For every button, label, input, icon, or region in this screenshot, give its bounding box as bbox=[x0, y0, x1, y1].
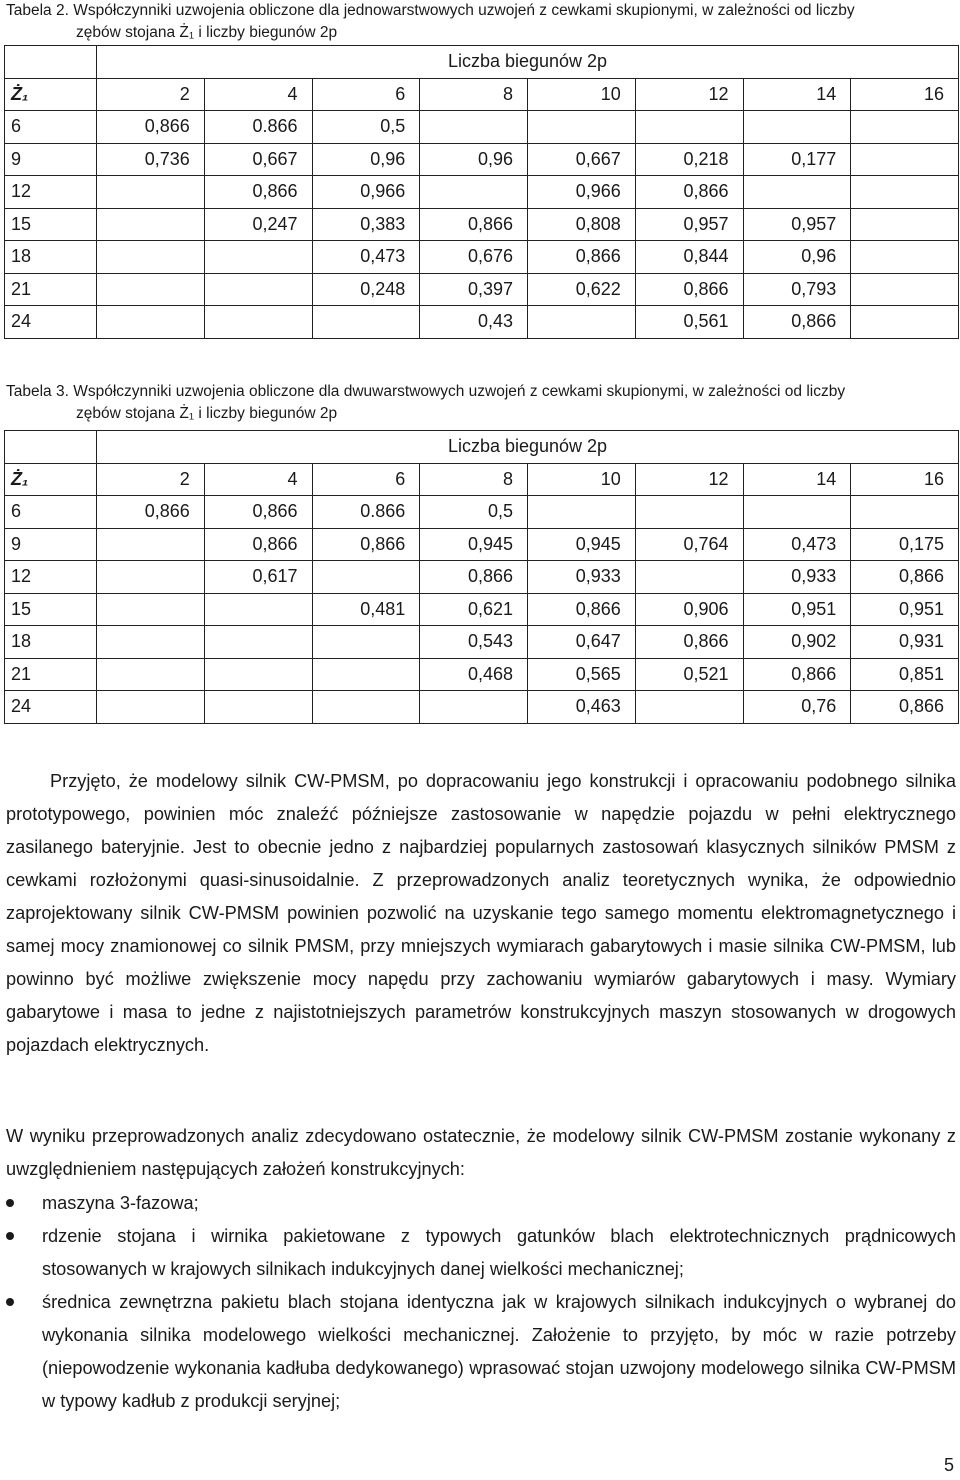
coefficient-cell: 0,866 bbox=[312, 528, 420, 561]
pole-count-cell: 12 bbox=[635, 78, 743, 111]
table-row bbox=[5, 241, 959, 274]
header-row bbox=[5, 431, 959, 464]
pole-count-cell: 12 bbox=[635, 463, 743, 496]
coefficient-cell bbox=[851, 111, 959, 144]
coefficient-cell bbox=[97, 176, 205, 209]
paragraph-1 bbox=[6, 765, 956, 1062]
coefficient-cell bbox=[204, 241, 312, 274]
coefficient-cell bbox=[743, 111, 851, 144]
z1-label: Ż₁ bbox=[5, 463, 97, 496]
table-row bbox=[5, 691, 959, 724]
coefficient-cell: 0,76 bbox=[743, 691, 851, 724]
table-row bbox=[5, 496, 959, 529]
coefficient-cell: 0,951 bbox=[743, 593, 851, 626]
coefficient-cell: 0,844 bbox=[635, 241, 743, 274]
list-item-text: maszyna 3-fazowa; bbox=[42, 1193, 199, 1213]
header-row bbox=[5, 46, 959, 79]
pole-count-cell: 2 bbox=[97, 463, 205, 496]
coefficient-cell bbox=[312, 691, 420, 724]
coefficient-cell: 0,866 bbox=[97, 111, 205, 144]
coefficient-cell: 0,906 bbox=[635, 593, 743, 626]
coefficient-cell: 0.866 bbox=[312, 496, 420, 529]
list-item bbox=[6, 1220, 956, 1286]
coefficient-cell bbox=[743, 496, 851, 529]
coefficient-cell: 0,218 bbox=[635, 143, 743, 176]
list-item-text: średnica zewnętrzna pakietu blach stojana identyczna jak w krajowych silnikach indukcyjnych o wybranej do wykonania silnika modelowego wielkości mechanicznej. Założenie to przyjęto, by móc w razie potrzeby (niepowodzenie wykonania kadłuba dedykowanego) wprasować stojan uzwojony modelowego silnika CW-PMSM w typowy kadłub z produkcji seryjnej; bbox=[42, 1292, 956, 1411]
coefficient-cell: 0,177 bbox=[743, 143, 851, 176]
coefficient-cell bbox=[204, 273, 312, 306]
coefficient-cell: 0,866 bbox=[420, 208, 528, 241]
coefficient-cell: 0,957 bbox=[635, 208, 743, 241]
coefficient-cell: 0,866 bbox=[97, 496, 205, 529]
table-row bbox=[5, 176, 959, 209]
pole-count-cell: 8 bbox=[420, 78, 528, 111]
coefficient-cell: 0,5 bbox=[420, 496, 528, 529]
coefficient-cell bbox=[204, 691, 312, 724]
coefficient-cell: 0,647 bbox=[528, 626, 636, 659]
coefficient-cell bbox=[635, 691, 743, 724]
coefficient-cell: 0,851 bbox=[851, 658, 959, 691]
coefficient-cell bbox=[743, 176, 851, 209]
coefficient-cell bbox=[312, 626, 420, 659]
coefficient-cell bbox=[312, 561, 420, 594]
coefficient-cell bbox=[851, 496, 959, 529]
coefficient-cell bbox=[97, 626, 205, 659]
coefficient-cell: 0,463 bbox=[528, 691, 636, 724]
coefficient-cell: 0,966 bbox=[312, 176, 420, 209]
coefficient-cell: 0,793 bbox=[743, 273, 851, 306]
teeth-count-cell: 21 bbox=[5, 273, 97, 306]
coefficient-cell: 0,866 bbox=[528, 241, 636, 274]
table-row bbox=[5, 306, 959, 339]
pole-count-cell: 16 bbox=[851, 463, 959, 496]
pole-count-cell: 10 bbox=[528, 78, 636, 111]
coefficient-cell: 0,866 bbox=[851, 561, 959, 594]
coefficient-cell bbox=[635, 496, 743, 529]
coefficient-cell bbox=[635, 111, 743, 144]
coefficient-cell bbox=[420, 691, 528, 724]
coefficient-cell: 0,951 bbox=[851, 593, 959, 626]
coefficient-cell bbox=[97, 691, 205, 724]
table-row bbox=[5, 528, 959, 561]
corner-cell bbox=[5, 431, 97, 464]
coefficient-cell: 0,543 bbox=[420, 626, 528, 659]
poles-header-title: Liczba biegunów 2p bbox=[97, 431, 959, 464]
table3-caption bbox=[6, 381, 954, 425]
coefficient-cell: 0,473 bbox=[743, 528, 851, 561]
coefficient-cell bbox=[528, 496, 636, 529]
coefficient-cell bbox=[635, 561, 743, 594]
coefficient-cell: 0,521 bbox=[635, 658, 743, 691]
coefficient-cell: 0,931 bbox=[851, 626, 959, 659]
coefficient-cell: 0,866 bbox=[204, 496, 312, 529]
table-row bbox=[5, 658, 959, 691]
coefficient-cell bbox=[204, 593, 312, 626]
table-row bbox=[5, 593, 959, 626]
coefficient-cell: 0,397 bbox=[420, 273, 528, 306]
teeth-count-cell: 24 bbox=[5, 306, 97, 339]
coefficient-cell: 0,736 bbox=[97, 143, 205, 176]
coefficient-cell bbox=[420, 111, 528, 144]
coefficient-cell bbox=[312, 306, 420, 339]
coefficient-cell: 0,565 bbox=[528, 658, 636, 691]
teeth-count-cell: 6 bbox=[5, 111, 97, 144]
coefficient-cell bbox=[97, 241, 205, 274]
teeth-count-cell: 21 bbox=[5, 658, 97, 691]
corner-cell bbox=[5, 46, 97, 79]
coefficient-cell: 0,866 bbox=[635, 273, 743, 306]
coefficient-cell: 0,667 bbox=[528, 143, 636, 176]
coefficient-cell: 0,96 bbox=[312, 143, 420, 176]
coefficient-cell: 0,933 bbox=[528, 561, 636, 594]
bullet-icon bbox=[6, 1232, 14, 1240]
pole-count-cell: 10 bbox=[528, 463, 636, 496]
z1-label: Ż₁ bbox=[5, 78, 97, 111]
coefficient-cell bbox=[851, 208, 959, 241]
coefficient-cell bbox=[97, 273, 205, 306]
table3 bbox=[4, 430, 959, 724]
pole-count-cell: 14 bbox=[743, 463, 851, 496]
table-row bbox=[5, 143, 959, 176]
coefficient-cell: 0,866 bbox=[204, 528, 312, 561]
coefficient-cell: 0,5 bbox=[312, 111, 420, 144]
coefficient-cell bbox=[851, 273, 959, 306]
coefficient-cell: 0,43 bbox=[420, 306, 528, 339]
coefficient-cell bbox=[312, 658, 420, 691]
table-row bbox=[5, 111, 959, 144]
coefficient-cell bbox=[851, 241, 959, 274]
coefficient-cell: 0,175 bbox=[851, 528, 959, 561]
table3-caption-line1: Tabela 3. Współczynniki uzwojenia obliczone dla dwuwarstwowych uzwojeń z cewkami skupionymi, w zależności od liczby bbox=[6, 383, 846, 400]
coefficient-cell: 0.866 bbox=[204, 111, 312, 144]
coefficient-cell: 0,966 bbox=[528, 176, 636, 209]
coefficient-cell: 0,617 bbox=[204, 561, 312, 594]
poles-row bbox=[5, 78, 959, 111]
coefficient-cell bbox=[204, 626, 312, 659]
paragraph-2 bbox=[6, 1120, 956, 1186]
coefficient-cell: 0,248 bbox=[312, 273, 420, 306]
coefficient-cell: 0,945 bbox=[528, 528, 636, 561]
assumptions-list bbox=[6, 1187, 956, 1418]
table-row bbox=[5, 561, 959, 594]
coefficient-cell bbox=[528, 306, 636, 339]
coefficient-cell: 0,247 bbox=[204, 208, 312, 241]
teeth-count-cell: 9 bbox=[5, 143, 97, 176]
coefficient-cell: 0,808 bbox=[528, 208, 636, 241]
pole-count-cell: 4 bbox=[204, 78, 312, 111]
coefficient-cell: 0,957 bbox=[743, 208, 851, 241]
paragraph-2-text: W wyniku przeprowadzonych analiz zdecydowano ostatecznie, że modelowy silnik CW-PMSM zostanie wykonany z uwzględnieniem następujących założeń konstrukcyjnych: bbox=[6, 1126, 956, 1179]
coefficient-cell: 0,621 bbox=[420, 593, 528, 626]
coefficient-cell: 0,468 bbox=[420, 658, 528, 691]
teeth-count-cell: 15 bbox=[5, 593, 97, 626]
pole-count-cell: 8 bbox=[420, 463, 528, 496]
table2-caption bbox=[6, 0, 954, 44]
coefficient-cell: 0,561 bbox=[635, 306, 743, 339]
coefficient-cell: 0,933 bbox=[743, 561, 851, 594]
page-number: 5 bbox=[943, 1455, 954, 1475]
coefficient-cell bbox=[851, 306, 959, 339]
list-item-text: rdzenie stojana i wirnika pakietowane z typowych gatunków blach elektrotechnicznych prądnicowych stosowanych w krajowych silnikach indukcyjnych danej wielkości mechanicznej; bbox=[42, 1226, 956, 1279]
paragraph-1-text: Przyjęto, że modelowy silnik CW-PMSM, po dopracowaniu jego konstrukcji i opracowaniu podobnego silnika prototypowego, powinien móc znaleźć późniejsze zastosowanie w napędzie pojazdu w pełni elektrycznego zasilanego bateryjnie. Jest to obecnie jedno z najbardziej popularnych zastosowań klasycznych silników PMSM z cewkami rozłożonymi quasi-sinusoidalnie. Z przeprowadzonych analiz teoretycznych wynika, że odpowiednio zaprojektowany silnik CW-PMSM powinien pozwolić na uzyskanie tego samego momentu elektromagnetycznego i samej mocy znamionowej co silnik PMSM, przy mniejszych wymiarach gabarytowych i masie silnika CW-PMSM, lub powinno być możliwe zwiększenie mocy napędu przy zachowaniu wymiarów gabarytowych i masy. Wymiary gabarytowe i masa to jedne z najistotniejszych parametrów konstrukcyjnych maszyn stosowanych w drogowych pojazdach elektrycznych. bbox=[6, 771, 956, 1055]
pole-count-cell: 2 bbox=[97, 78, 205, 111]
table2 bbox=[4, 45, 959, 339]
coefficient-cell: 0,866 bbox=[635, 626, 743, 659]
teeth-count-cell: 6 bbox=[5, 496, 97, 529]
coefficient-cell: 0,866 bbox=[743, 658, 851, 691]
table2-caption-line1: Tabela 2. Współczynniki uzwojenia obliczone dla jednowarstwowych uzwojeń z cewkami skupionymi, w zależności od liczby bbox=[6, 2, 855, 19]
pole-count-cell: 4 bbox=[204, 463, 312, 496]
list-item bbox=[6, 1286, 956, 1418]
coefficient-cell bbox=[851, 143, 959, 176]
coefficient-cell: 0,622 bbox=[528, 273, 636, 306]
coefficient-cell: 0,764 bbox=[635, 528, 743, 561]
coefficient-cell: 0,866 bbox=[635, 176, 743, 209]
coefficient-cell: 0,866 bbox=[420, 561, 528, 594]
coefficient-cell bbox=[97, 561, 205, 594]
coefficient-cell: 0,96 bbox=[743, 241, 851, 274]
poles-header-title: Liczba biegunów 2p bbox=[97, 46, 959, 79]
coefficient-cell bbox=[851, 176, 959, 209]
coefficient-cell bbox=[528, 111, 636, 144]
pole-count-cell: 16 bbox=[851, 78, 959, 111]
coefficient-cell: 0,945 bbox=[420, 528, 528, 561]
coefficient-cell bbox=[420, 176, 528, 209]
teeth-count-cell: 9 bbox=[5, 528, 97, 561]
table3-caption-line2: zębów stojana Ż₁ i liczby biegunów 2p bbox=[76, 405, 338, 422]
coefficient-cell bbox=[97, 528, 205, 561]
bullet-icon bbox=[6, 1199, 14, 1207]
pole-count-cell: 6 bbox=[312, 463, 420, 496]
teeth-count-cell: 18 bbox=[5, 626, 97, 659]
table-row bbox=[5, 208, 959, 241]
coefficient-cell bbox=[97, 593, 205, 626]
pole-count-cell: 6 bbox=[312, 78, 420, 111]
coefficient-cell bbox=[97, 306, 205, 339]
teeth-count-cell: 12 bbox=[5, 176, 97, 209]
coefficient-cell: 0,473 bbox=[312, 241, 420, 274]
coefficient-cell bbox=[97, 208, 205, 241]
coefficient-cell bbox=[97, 658, 205, 691]
table-row bbox=[5, 273, 959, 306]
coefficient-cell: 0,866 bbox=[528, 593, 636, 626]
coefficient-cell: 0,481 bbox=[312, 593, 420, 626]
poles-row bbox=[5, 463, 959, 496]
bullet-icon bbox=[6, 1298, 14, 1306]
teeth-count-cell: 15 bbox=[5, 208, 97, 241]
coefficient-cell: 0,866 bbox=[204, 176, 312, 209]
coefficient-cell bbox=[204, 658, 312, 691]
teeth-count-cell: 18 bbox=[5, 241, 97, 274]
teeth-count-cell: 24 bbox=[5, 691, 97, 724]
pole-count-cell: 14 bbox=[743, 78, 851, 111]
table2-caption-line2: zębów stojana Ż₁ i liczby biegunów 2p bbox=[76, 24, 338, 41]
table-row bbox=[5, 626, 959, 659]
coefficient-cell bbox=[204, 306, 312, 339]
coefficient-cell: 0,676 bbox=[420, 241, 528, 274]
coefficient-cell: 0,96 bbox=[420, 143, 528, 176]
coefficient-cell: 0,667 bbox=[204, 143, 312, 176]
coefficient-cell: 0,866 bbox=[743, 306, 851, 339]
list-item bbox=[6, 1187, 956, 1220]
teeth-count-cell: 12 bbox=[5, 561, 97, 594]
coefficient-cell: 0,866 bbox=[851, 691, 959, 724]
coefficient-cell: 0,902 bbox=[743, 626, 851, 659]
coefficient-cell: 0,383 bbox=[312, 208, 420, 241]
